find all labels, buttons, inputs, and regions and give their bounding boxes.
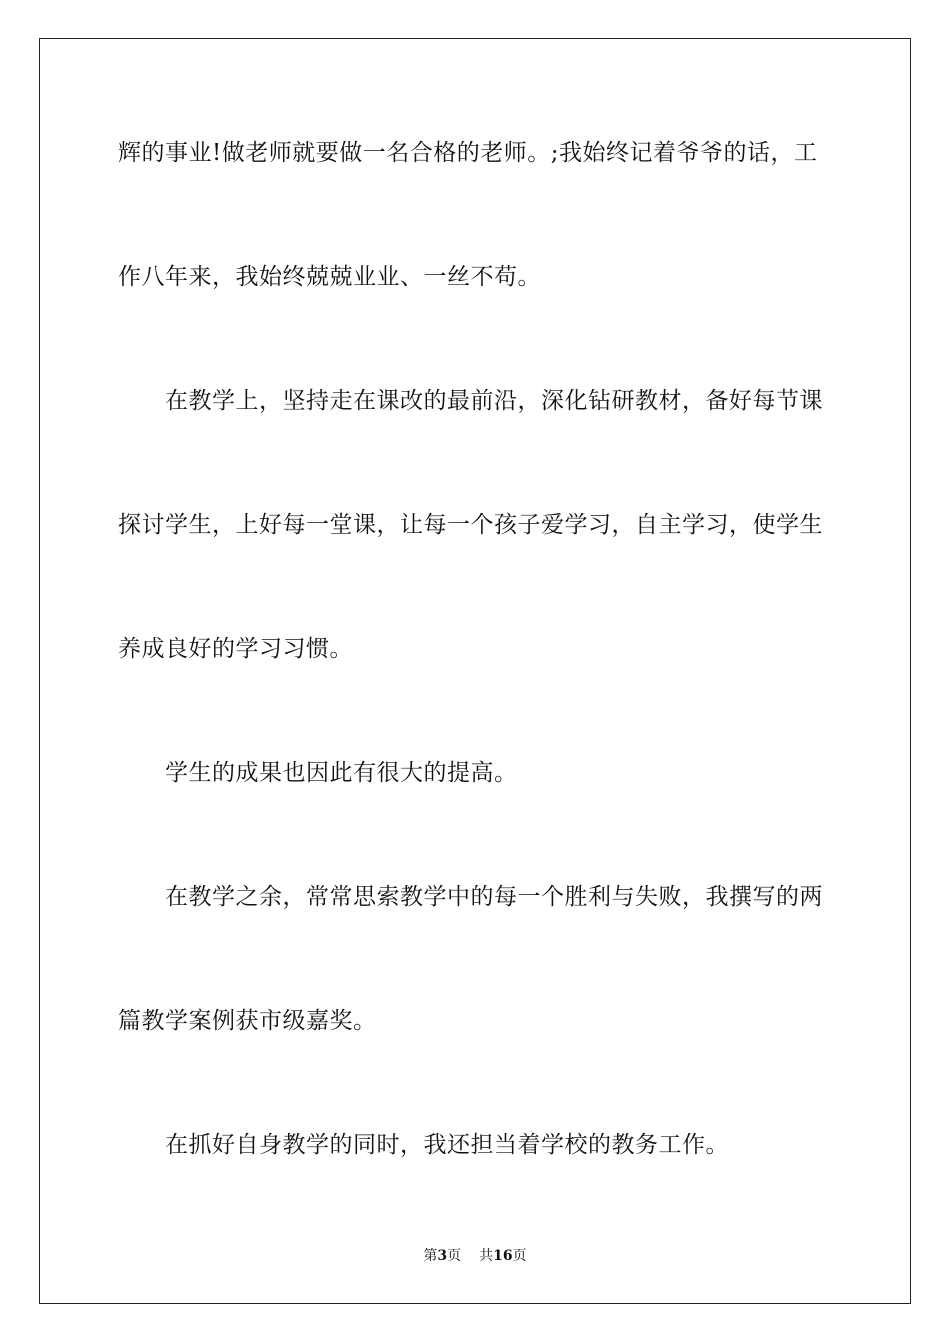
page-border <box>39 38 911 1304</box>
total-prefix: 共 <box>479 1248 494 1264</box>
page-number: 3 <box>437 1248 448 1264</box>
paragraph-start-line-6: 学生的成果也因此有很大的提高。 <box>165 760 518 786</box>
total-suffix: 页 <box>512 1248 527 1264</box>
paragraph-start-line-9: 在抓好自身教学的同时，我还担当着学校的教务工作。 <box>165 1132 729 1158</box>
text-line-2: 作八年来，我始终兢兢业业、一丝不苟。 <box>118 264 541 290</box>
total-pages: 16 <box>493 1248 513 1264</box>
paragraph-start-line-7: 在教学之余，常常思索教学中的每一个胜利与失败，我撰写的两 <box>165 884 823 910</box>
page-footer <box>0 1247 950 1265</box>
page-prefix: 第 <box>423 1248 438 1264</box>
paragraph-start-line-3: 在教学上，坚持走在课改的最前沿，深化钻研教材，备好每节课 <box>165 388 823 414</box>
text-line-8: 篇教学案例获市级嘉奖。 <box>118 1008 377 1034</box>
text-line-4: 探讨学生，上好每一堂课，让每一个孩子爱学习，自主学习，使学生 <box>118 512 823 538</box>
page-suffix: 页 <box>447 1248 462 1264</box>
text-line-5: 养成良好的学习习惯。 <box>118 636 353 662</box>
text-line-1: 辉的事业!做老师就要做一名合格的老师。;我始终记着爷爷的话，工 <box>118 140 818 166</box>
